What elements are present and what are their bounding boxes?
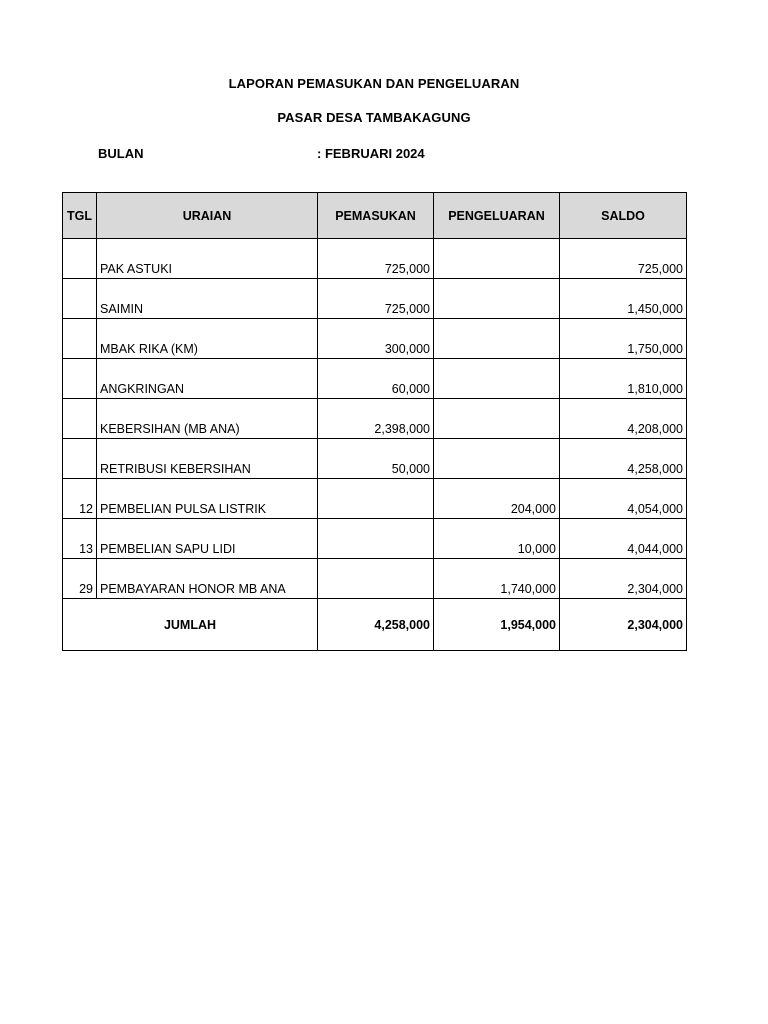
report-title: LAPORAN PEMASUKAN DAN PENGELUARAN <box>228 76 520 91</box>
cell-tgl <box>63 439 97 479</box>
table-row <box>63 319 687 359</box>
cell-uraian: PEMBELIAN PULSA LISTRIK <box>97 479 318 519</box>
cell-tgl <box>63 359 97 399</box>
month-label: BULAN <box>98 146 144 161</box>
cell-saldo: 4,044,000 <box>560 519 687 559</box>
table-row <box>63 359 687 399</box>
report-subtitle: PASAR DESA TAMBAKAGUNG <box>277 110 471 125</box>
cell-saldo: 725,000 <box>560 239 687 279</box>
cell-saldo: 4,258,000 <box>560 439 687 479</box>
total-saldo: 2,304,000 <box>560 599 687 651</box>
cell-uraian: MBAK RIKA (KM) <box>97 319 318 359</box>
cell-uraian: RETRIBUSI KEBERSIHAN <box>97 439 318 479</box>
cell-tgl: 13 <box>63 519 97 559</box>
table-row <box>63 479 687 519</box>
cell-tgl <box>63 319 97 359</box>
cell-pemasukan: 725,000 <box>318 279 434 319</box>
table-row <box>63 559 687 599</box>
column-header-uraian: URAIAN <box>97 193 318 239</box>
table-row <box>63 239 687 279</box>
cell-uraian: KEBERSIHAN (MB ANA) <box>97 399 318 439</box>
cell-pengeluaran <box>434 319 560 359</box>
cell-pengeluaran <box>434 439 560 479</box>
total-label: JUMLAH <box>63 599 318 651</box>
cell-pemasukan <box>318 519 434 559</box>
cell-pemasukan: 725,000 <box>318 239 434 279</box>
cell-pemasukan: 300,000 <box>318 319 434 359</box>
cell-tgl: 12 <box>63 479 97 519</box>
cell-pemasukan: 2,398,000 <box>318 399 434 439</box>
cell-tgl <box>63 239 97 279</box>
cell-tgl: 29 <box>63 559 97 599</box>
cell-uraian: PAK ASTUKI <box>97 239 318 279</box>
cell-saldo: 1,810,000 <box>560 359 687 399</box>
cell-pengeluaran <box>434 239 560 279</box>
cell-tgl <box>63 399 97 439</box>
column-header-saldo: SALDO <box>560 193 687 239</box>
cell-uraian: PEMBAYARAN HONOR MB ANA <box>97 559 318 599</box>
cell-pemasukan: 50,000 <box>318 439 434 479</box>
cell-saldo: 4,208,000 <box>560 399 687 439</box>
cell-uraian: PEMBELIAN SAPU LIDI <box>97 519 318 559</box>
table-row <box>63 519 687 559</box>
cell-saldo: 2,304,000 <box>560 559 687 599</box>
cell-pengeluaran: 1,740,000 <box>434 559 560 599</box>
table-row <box>63 399 687 439</box>
ledger-table <box>62 192 687 651</box>
column-header-pemasukan: PEMASUKAN <box>318 193 434 239</box>
column-header-tgl: TGL <box>63 193 97 239</box>
cell-uraian: SAIMIN <box>97 279 318 319</box>
cell-tgl <box>63 279 97 319</box>
cell-saldo: 4,054,000 <box>560 479 687 519</box>
cell-saldo: 1,750,000 <box>560 319 687 359</box>
cell-saldo: 1,450,000 <box>560 279 687 319</box>
cell-pengeluaran: 204,000 <box>434 479 560 519</box>
cell-pengeluaran <box>434 399 560 439</box>
cell-pengeluaran <box>434 359 560 399</box>
cell-uraian: ANGKRINGAN <box>97 359 318 399</box>
table-row <box>63 439 687 479</box>
total-pemasukan: 4,258,000 <box>318 599 434 651</box>
cell-pemasukan <box>318 479 434 519</box>
cell-pengeluaran: 10,000 <box>434 519 560 559</box>
month-value: : FEBRUARI 2024 <box>317 146 425 161</box>
header-row <box>63 193 687 239</box>
cell-pengeluaran <box>434 279 560 319</box>
total-row <box>63 599 687 651</box>
column-header-pengeluaran: PENGELUARAN <box>434 193 560 239</box>
table-row <box>63 279 687 319</box>
cell-pemasukan: 60,000 <box>318 359 434 399</box>
cell-pemasukan <box>318 559 434 599</box>
total-pengeluaran: 1,954,000 <box>434 599 560 651</box>
